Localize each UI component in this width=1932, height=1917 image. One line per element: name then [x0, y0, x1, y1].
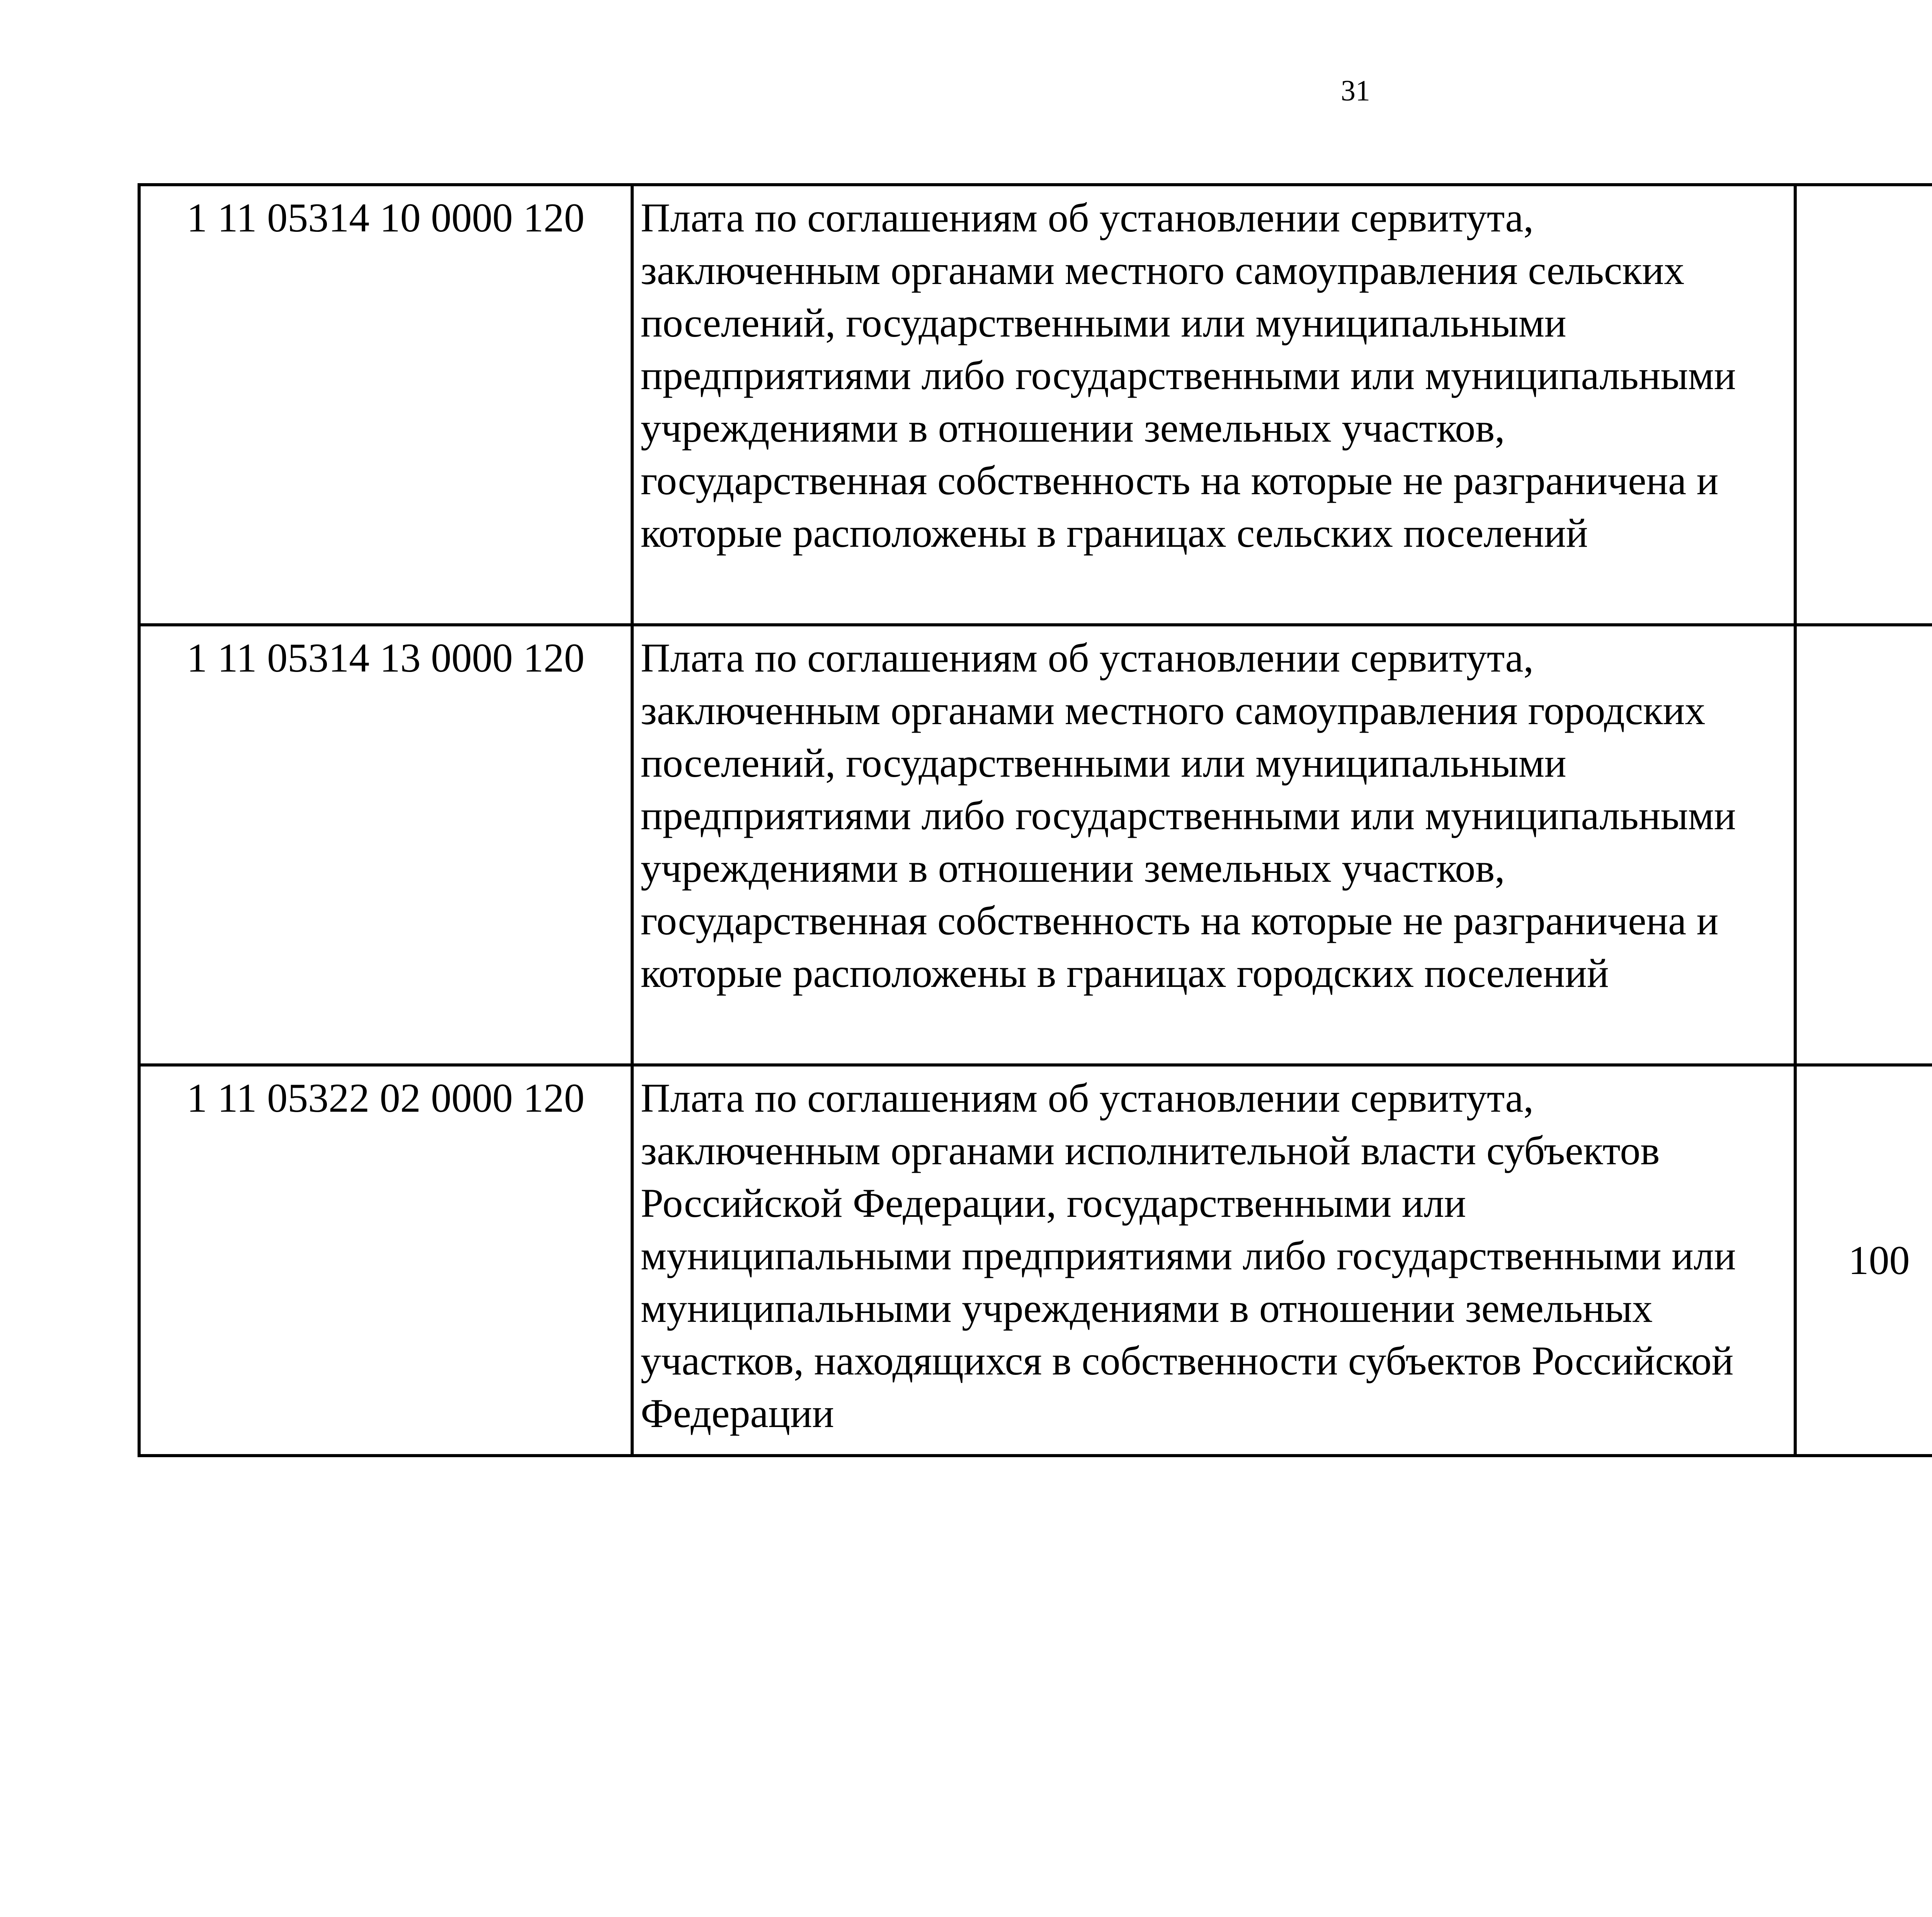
table-row: [139, 185, 1932, 625]
income-description-cell: Плата по соглашениям об установлении сервитута, заключенным органами местного самоуправления городских поселений, государственными или муниципальными предприятиями либо государственными или муниципальными учреждениями в отношении земельных участков, государственная собственность на которые не разграничена и которые расположены в границах городских поселений: [632, 625, 1795, 1065]
value-cell-col1: 100: [1795, 1065, 1932, 1456]
value-cell-col1: [1795, 185, 1932, 625]
table-row: [139, 1065, 1932, 1456]
income-description-cell: Плата по соглашениям об установлении сервитута, заключенным органами местного самоуправления сельских поселений, государственными или муниципальными предприятиями либо государственными или муниципальными учреждениями в отношении земельных участков, государственная собственность на которые не разграничена и которые расположены в границах сельских поселений: [632, 185, 1795, 625]
value-cell-col1: [1795, 625, 1932, 1065]
budget-code-cell: 1 11 05314 13 0000 120: [139, 625, 632, 1065]
budget-code-cell: 1 11 05322 02 0000 120: [139, 1065, 632, 1456]
income-distribution-table: [138, 183, 1932, 1457]
income-description-cell: Плата по соглашениям об установлении сервитута, заключенным органами исполнительной власти субъектов Российской Федерации, государственными или муниципальными предприятиями либо государственными или муниципальными учреждениями в отношении земельных участков, находящихся в собственности субъектов Российской Федерации: [632, 1065, 1795, 1456]
page-number: 31: [1341, 75, 1370, 107]
budget-code-cell: 1 11 05314 10 0000 120: [139, 185, 632, 625]
table-row: [139, 625, 1932, 1065]
